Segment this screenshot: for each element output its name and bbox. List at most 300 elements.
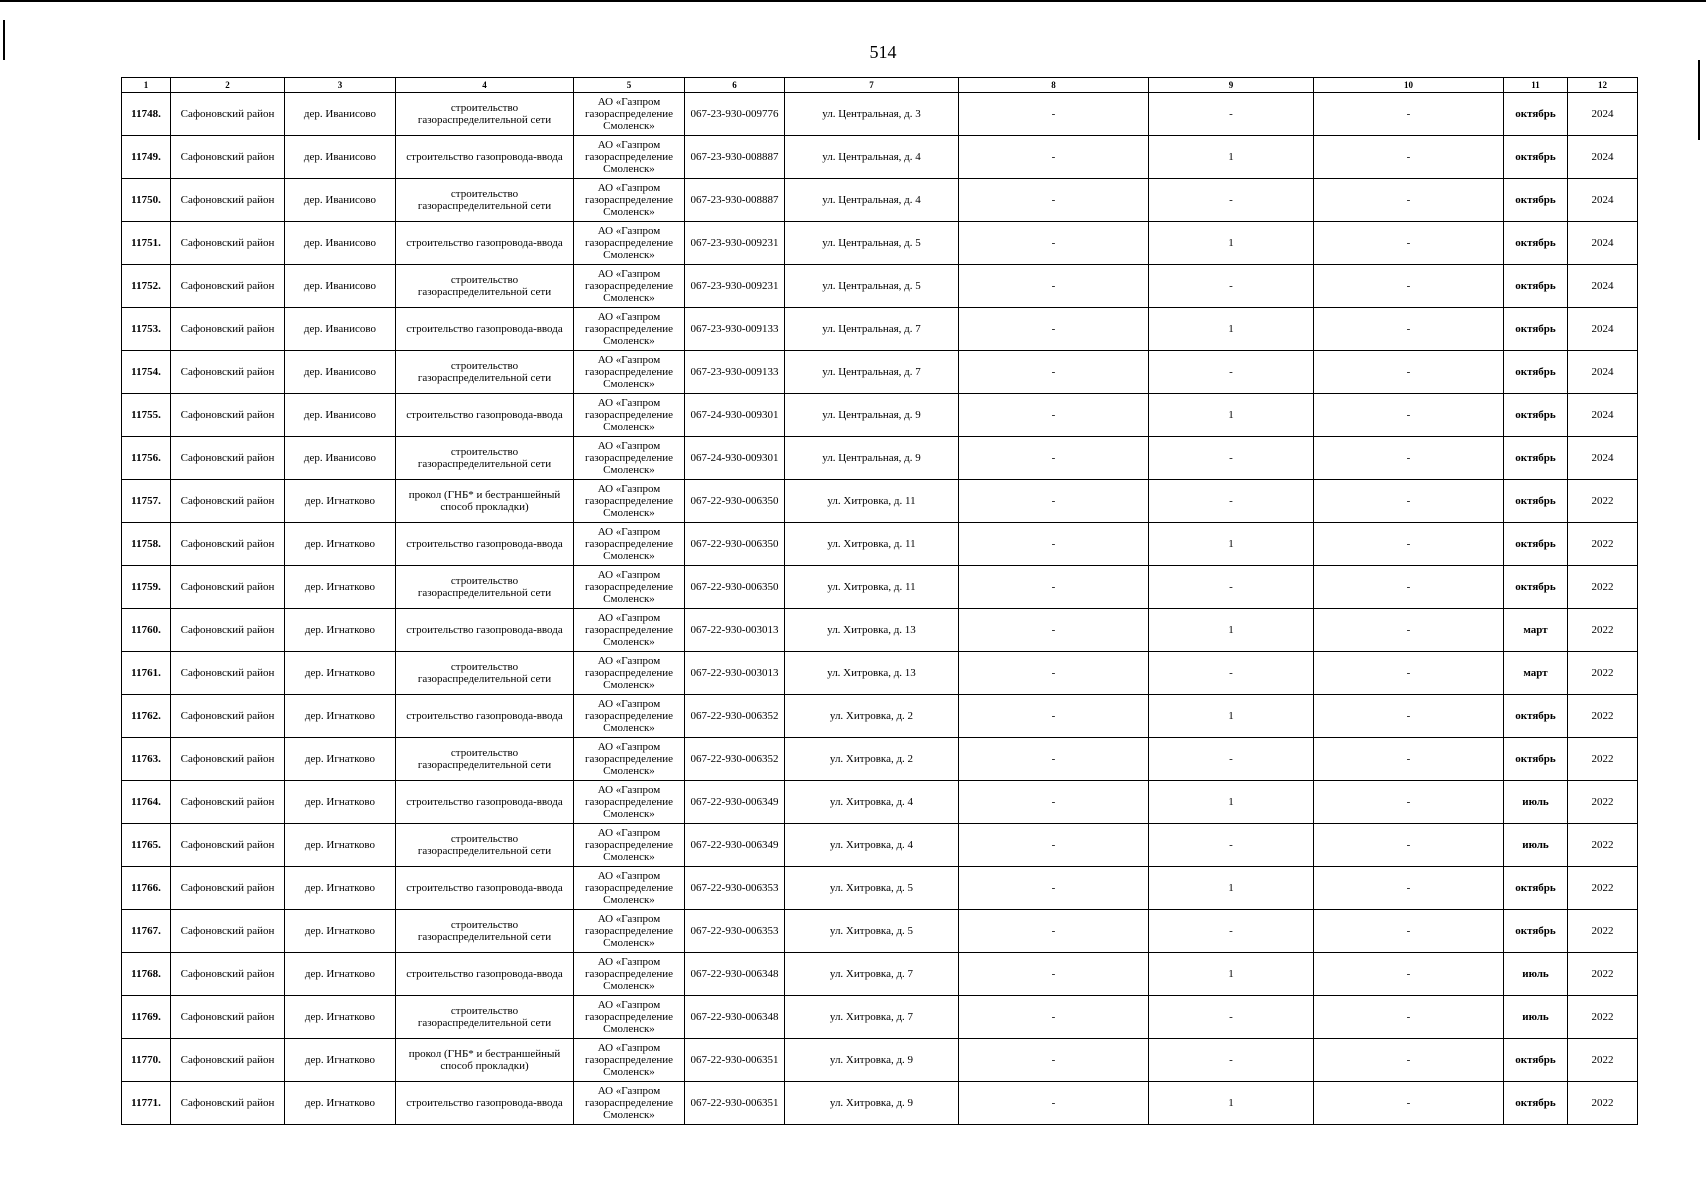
code-cell: 067-22-930-006351 bbox=[685, 1082, 785, 1125]
address-cell: ул. Центральная, д. 5 bbox=[785, 222, 959, 265]
row-number: 11765. bbox=[122, 824, 171, 867]
table-row bbox=[122, 523, 1638, 566]
table-header-row bbox=[122, 78, 1638, 93]
address-cell: ул. Центральная, д. 3 bbox=[785, 93, 959, 136]
organization-cell: АО «Газпром газораспределение Смоленск» bbox=[574, 179, 685, 222]
month-cell: июль bbox=[1504, 953, 1568, 996]
district-cell: Сафоновский район bbox=[171, 265, 285, 308]
column-8-cell: - bbox=[959, 824, 1149, 867]
column-header-10: 10 bbox=[1314, 78, 1504, 93]
row-number: 11766. bbox=[122, 867, 171, 910]
table-row bbox=[122, 394, 1638, 437]
code-cell: 067-22-930-006350 bbox=[685, 566, 785, 609]
row-number: 11762. bbox=[122, 695, 171, 738]
work-type-cell: строительство газопровода-ввода bbox=[396, 136, 574, 179]
column-9-cell: 1 bbox=[1149, 394, 1314, 437]
village-cell: дер. Игнатково bbox=[285, 953, 396, 996]
column-10-cell: - bbox=[1314, 136, 1504, 179]
village-cell: дер. Игнатково bbox=[285, 1039, 396, 1082]
work-type-cell: прокол (ГНБ* и бестраншейный способ прокладки) bbox=[396, 480, 574, 523]
column-8-cell: - bbox=[959, 781, 1149, 824]
organization-cell: АО «Газпром газораспределение Смоленск» bbox=[574, 910, 685, 953]
table-row bbox=[122, 265, 1638, 308]
column-9-cell: - bbox=[1149, 265, 1314, 308]
column-10-cell: - bbox=[1314, 1039, 1504, 1082]
address-cell: ул. Хитровка, д. 2 bbox=[785, 695, 959, 738]
month-cell: октябрь bbox=[1504, 523, 1568, 566]
column-9-cell: 1 bbox=[1149, 136, 1314, 179]
month-cell: октябрь bbox=[1504, 136, 1568, 179]
code-cell: 067-22-930-006349 bbox=[685, 824, 785, 867]
work-type-cell: строительство газораспределительной сети bbox=[396, 566, 574, 609]
column-9-cell: 1 bbox=[1149, 1082, 1314, 1125]
column-8-cell: - bbox=[959, 136, 1149, 179]
district-cell: Сафоновский район bbox=[171, 351, 285, 394]
column-8-cell: - bbox=[959, 652, 1149, 695]
column-10-cell: - bbox=[1314, 953, 1504, 996]
table-row bbox=[122, 179, 1638, 222]
column-8-cell: - bbox=[959, 695, 1149, 738]
table-row bbox=[122, 738, 1638, 781]
village-cell: дер. Игнатково bbox=[285, 566, 396, 609]
work-type-cell: строительство газопровода-ввода bbox=[396, 953, 574, 996]
district-cell: Сафоновский район bbox=[171, 437, 285, 480]
work-type-cell: строительство газопровода-ввода bbox=[396, 222, 574, 265]
organization-cell: АО «Газпром газораспределение Смоленск» bbox=[574, 394, 685, 437]
district-cell: Сафоновский район bbox=[171, 93, 285, 136]
column-10-cell: - bbox=[1314, 867, 1504, 910]
table-row bbox=[122, 136, 1638, 179]
table-row bbox=[122, 996, 1638, 1039]
month-cell: октябрь bbox=[1504, 394, 1568, 437]
code-cell: 067-23-930-009231 bbox=[685, 265, 785, 308]
column-8-cell: - bbox=[959, 910, 1149, 953]
row-number: 11754. bbox=[122, 351, 171, 394]
year-cell: 2022 bbox=[1568, 867, 1638, 910]
organization-cell: АО «Газпром газораспределение Смоленск» bbox=[574, 437, 685, 480]
code-cell: 067-23-930-009133 bbox=[685, 351, 785, 394]
village-cell: дер. Игнатково bbox=[285, 781, 396, 824]
village-cell: дер. Игнатково bbox=[285, 867, 396, 910]
year-cell: 2024 bbox=[1568, 265, 1638, 308]
column-9-cell: 1 bbox=[1149, 222, 1314, 265]
column-8-cell: - bbox=[959, 265, 1149, 308]
table-row bbox=[122, 953, 1638, 996]
column-header-2: 2 bbox=[171, 78, 285, 93]
row-number: 11759. bbox=[122, 566, 171, 609]
column-10-cell: - bbox=[1314, 394, 1504, 437]
table-row bbox=[122, 93, 1638, 136]
work-type-cell: строительство газопровода-ввода bbox=[396, 308, 574, 351]
column-9-cell: - bbox=[1149, 93, 1314, 136]
column-header-8: 8 bbox=[959, 78, 1149, 93]
row-number: 11767. bbox=[122, 910, 171, 953]
table-row bbox=[122, 566, 1638, 609]
table-row bbox=[122, 480, 1638, 523]
code-cell: 067-22-930-003013 bbox=[685, 652, 785, 695]
month-cell: октябрь bbox=[1504, 265, 1568, 308]
code-cell: 067-22-930-003013 bbox=[685, 609, 785, 652]
table-row bbox=[122, 609, 1638, 652]
organization-cell: АО «Газпром газораспределение Смоленск» bbox=[574, 523, 685, 566]
row-number: 11760. bbox=[122, 609, 171, 652]
district-cell: Сафоновский район bbox=[171, 394, 285, 437]
village-cell: дер. Иваниcово bbox=[285, 179, 396, 222]
district-cell: Сафоновский район bbox=[171, 222, 285, 265]
district-cell: Сафоновский район bbox=[171, 867, 285, 910]
column-8-cell: - bbox=[959, 394, 1149, 437]
column-10-cell: - bbox=[1314, 566, 1504, 609]
table-row bbox=[122, 308, 1638, 351]
year-cell: 2024 bbox=[1568, 93, 1638, 136]
month-cell: октябрь bbox=[1504, 222, 1568, 265]
row-number: 11761. bbox=[122, 652, 171, 695]
address-cell: ул. Хитровка, д. 4 bbox=[785, 824, 959, 867]
code-cell: 067-23-930-008887 bbox=[685, 136, 785, 179]
column-header-4: 4 bbox=[396, 78, 574, 93]
address-cell: ул. Хитровка, д. 7 bbox=[785, 996, 959, 1039]
year-cell: 2022 bbox=[1568, 523, 1638, 566]
month-cell: октябрь bbox=[1504, 480, 1568, 523]
column-10-cell: - bbox=[1314, 609, 1504, 652]
district-cell: Сафоновский район bbox=[171, 996, 285, 1039]
address-cell: ул. Хитровка, д. 9 bbox=[785, 1039, 959, 1082]
code-cell: 067-22-930-006353 bbox=[685, 910, 785, 953]
column-9-cell: - bbox=[1149, 179, 1314, 222]
district-cell: Сафоновский район bbox=[171, 953, 285, 996]
year-cell: 2024 bbox=[1568, 179, 1638, 222]
month-cell: март bbox=[1504, 652, 1568, 695]
organization-cell: АО «Газпром газораспределение Смоленск» bbox=[574, 1082, 685, 1125]
village-cell: дер. Иваниcово bbox=[285, 308, 396, 351]
address-cell: ул. Хитровка, д. 5 bbox=[785, 910, 959, 953]
column-9-cell: 1 bbox=[1149, 781, 1314, 824]
row-number: 11757. bbox=[122, 480, 171, 523]
column-8-cell: - bbox=[959, 996, 1149, 1039]
month-cell: март bbox=[1504, 609, 1568, 652]
address-cell: ул. Хитровка, д. 9 bbox=[785, 1082, 959, 1125]
column-9-cell: 1 bbox=[1149, 308, 1314, 351]
column-9-cell: - bbox=[1149, 566, 1314, 609]
column-10-cell: - bbox=[1314, 222, 1504, 265]
year-cell: 2024 bbox=[1568, 136, 1638, 179]
organization-cell: АО «Газпром газораспределение Смоленск» bbox=[574, 953, 685, 996]
district-cell: Сафоновский район bbox=[171, 566, 285, 609]
organization-cell: АО «Газпром газораспределение Смоленск» bbox=[574, 308, 685, 351]
column-9-cell: 1 bbox=[1149, 523, 1314, 566]
work-type-cell: строительство газораспределительной сети bbox=[396, 910, 574, 953]
organization-cell: АО «Газпром газораспределение Смоленск» bbox=[574, 695, 685, 738]
column-10-cell: - bbox=[1314, 652, 1504, 695]
column-8-cell: - bbox=[959, 953, 1149, 996]
column-8-cell: - bbox=[959, 93, 1149, 136]
month-cell: октябрь bbox=[1504, 437, 1568, 480]
organization-cell: АО «Газпром газораспределение Смоленск» bbox=[574, 652, 685, 695]
work-type-cell: прокол (ГНБ* и бестраншейный способ прокладки) bbox=[396, 1039, 574, 1082]
code-cell: 067-22-930-006351 bbox=[685, 1039, 785, 1082]
column-8-cell: - bbox=[959, 179, 1149, 222]
table-row bbox=[122, 824, 1638, 867]
district-cell: Сафоновский район bbox=[171, 652, 285, 695]
work-type-cell: строительство газораспределительной сети bbox=[396, 652, 574, 695]
table-row bbox=[122, 437, 1638, 480]
organization-cell: АО «Газпром газораспределение Смоленск» bbox=[574, 824, 685, 867]
address-cell: ул. Хитровка, д. 11 bbox=[785, 566, 959, 609]
row-number: 11752. bbox=[122, 265, 171, 308]
column-9-cell: - bbox=[1149, 910, 1314, 953]
row-number: 11751. bbox=[122, 222, 171, 265]
organization-cell: АО «Газпром газораспределение Смоленск» bbox=[574, 996, 685, 1039]
month-cell: октябрь bbox=[1504, 93, 1568, 136]
table-row bbox=[122, 222, 1638, 265]
month-cell: октябрь bbox=[1504, 1082, 1568, 1125]
column-8-cell: - bbox=[959, 867, 1149, 910]
month-cell: июль bbox=[1504, 781, 1568, 824]
table-row bbox=[122, 695, 1638, 738]
year-cell: 2022 bbox=[1568, 781, 1638, 824]
organization-cell: АО «Газпром газораспределение Смоленск» bbox=[574, 93, 685, 136]
column-header-3: 3 bbox=[285, 78, 396, 93]
address-cell: ул. Хитровка, д. 7 bbox=[785, 953, 959, 996]
address-cell: ул. Хитровка, д. 2 bbox=[785, 738, 959, 781]
year-cell: 2024 bbox=[1568, 308, 1638, 351]
code-cell: 067-22-930-006350 bbox=[685, 480, 785, 523]
column-header-11: 11 bbox=[1504, 78, 1568, 93]
district-cell: Сафоновский район bbox=[171, 824, 285, 867]
village-cell: дер. Иваниcово bbox=[285, 136, 396, 179]
work-type-cell: строительство газораспределительной сети bbox=[396, 996, 574, 1039]
table-row bbox=[122, 652, 1638, 695]
code-cell: 067-23-930-008887 bbox=[685, 179, 785, 222]
village-cell: дер. Иваниcово bbox=[285, 222, 396, 265]
organization-cell: АО «Газпром газораспределение Смоленск» bbox=[574, 222, 685, 265]
year-cell: 2024 bbox=[1568, 437, 1638, 480]
district-cell: Сафоновский район bbox=[171, 609, 285, 652]
address-cell: ул. Хитровка, д. 11 bbox=[785, 480, 959, 523]
row-number: 11764. bbox=[122, 781, 171, 824]
column-10-cell: - bbox=[1314, 523, 1504, 566]
village-cell: дер. Иваниcово bbox=[285, 394, 396, 437]
district-cell: Сафоновский район bbox=[171, 523, 285, 566]
column-9-cell: - bbox=[1149, 351, 1314, 394]
column-8-cell: - bbox=[959, 1082, 1149, 1125]
column-9-cell: 1 bbox=[1149, 609, 1314, 652]
work-type-cell: строительство газопровода-ввода bbox=[396, 1082, 574, 1125]
row-number: 11749. bbox=[122, 136, 171, 179]
scan-edge-top bbox=[0, 0, 1706, 2]
year-cell: 2022 bbox=[1568, 738, 1638, 781]
column-header-1: 1 bbox=[122, 78, 171, 93]
column-10-cell: - bbox=[1314, 996, 1504, 1039]
month-cell: октябрь bbox=[1504, 910, 1568, 953]
code-cell: 067-24-930-009301 bbox=[685, 394, 785, 437]
column-header-5: 5 bbox=[574, 78, 685, 93]
row-number: 11755. bbox=[122, 394, 171, 437]
organization-cell: АО «Газпром газораспределение Смоленск» bbox=[574, 738, 685, 781]
year-cell: 2022 bbox=[1568, 953, 1638, 996]
year-cell: 2022 bbox=[1568, 1039, 1638, 1082]
column-8-cell: - bbox=[959, 738, 1149, 781]
scan-edge-right bbox=[1698, 60, 1700, 140]
district-cell: Сафоновский район bbox=[171, 738, 285, 781]
month-cell: июль bbox=[1504, 996, 1568, 1039]
organization-cell: АО «Газпром газораспределение Смоленск» bbox=[574, 867, 685, 910]
year-cell: 2022 bbox=[1568, 566, 1638, 609]
table-row bbox=[122, 1082, 1638, 1125]
column-9-cell: - bbox=[1149, 437, 1314, 480]
year-cell: 2024 bbox=[1568, 351, 1638, 394]
column-9-cell: 1 bbox=[1149, 695, 1314, 738]
address-cell: ул. Хитровка, д. 4 bbox=[785, 781, 959, 824]
month-cell: октябрь bbox=[1504, 566, 1568, 609]
column-10-cell: - bbox=[1314, 308, 1504, 351]
column-8-cell: - bbox=[959, 308, 1149, 351]
address-cell: ул. Центральная, д. 9 bbox=[785, 437, 959, 480]
row-number: 11769. bbox=[122, 996, 171, 1039]
district-cell: Сафоновский район bbox=[171, 695, 285, 738]
work-type-cell: строительство газораспределительной сети bbox=[396, 738, 574, 781]
column-8-cell: - bbox=[959, 437, 1149, 480]
district-cell: Сафоновский район bbox=[171, 781, 285, 824]
year-cell: 2022 bbox=[1568, 695, 1638, 738]
column-10-cell: - bbox=[1314, 265, 1504, 308]
column-9-cell: - bbox=[1149, 652, 1314, 695]
column-10-cell: - bbox=[1314, 437, 1504, 480]
work-type-cell: строительство газопровода-ввода bbox=[396, 394, 574, 437]
village-cell: дер. Игнатково bbox=[285, 652, 396, 695]
code-cell: 067-22-930-006352 bbox=[685, 695, 785, 738]
district-cell: Сафоновский район bbox=[171, 179, 285, 222]
month-cell: октябрь bbox=[1504, 1039, 1568, 1082]
table-row bbox=[122, 910, 1638, 953]
column-10-cell: - bbox=[1314, 351, 1504, 394]
address-cell: ул. Центральная, д. 7 bbox=[785, 351, 959, 394]
column-header-6: 6 bbox=[685, 78, 785, 93]
column-10-cell: - bbox=[1314, 695, 1504, 738]
table-row bbox=[122, 781, 1638, 824]
column-header-7: 7 bbox=[785, 78, 959, 93]
month-cell: октябрь bbox=[1504, 738, 1568, 781]
village-cell: дер. Игнатково bbox=[285, 1082, 396, 1125]
column-9-cell: 1 bbox=[1149, 953, 1314, 996]
column-header-9: 9 bbox=[1149, 78, 1314, 93]
table-row bbox=[122, 867, 1638, 910]
column-8-cell: - bbox=[959, 609, 1149, 652]
work-type-cell: строительство газопровода-ввода bbox=[396, 781, 574, 824]
year-cell: 2022 bbox=[1568, 652, 1638, 695]
village-cell: дер. Игнатково bbox=[285, 695, 396, 738]
work-type-cell: строительство газораспределительной сети bbox=[396, 93, 574, 136]
work-type-cell: строительство газопровода-ввода bbox=[396, 523, 574, 566]
year-cell: 2022 bbox=[1568, 1082, 1638, 1125]
year-cell: 2024 bbox=[1568, 222, 1638, 265]
row-number: 11768. bbox=[122, 953, 171, 996]
work-type-cell: строительство газораспределительной сети bbox=[396, 179, 574, 222]
column-8-cell: - bbox=[959, 351, 1149, 394]
year-cell: 2022 bbox=[1568, 480, 1638, 523]
column-9-cell: - bbox=[1149, 824, 1314, 867]
work-type-cell: строительство газопровода-ввода bbox=[396, 867, 574, 910]
year-cell: 2022 bbox=[1568, 609, 1638, 652]
year-cell: 2022 bbox=[1568, 824, 1638, 867]
work-type-cell: строительство газораспределительной сети bbox=[396, 265, 574, 308]
column-8-cell: - bbox=[959, 523, 1149, 566]
work-type-cell: строительство газораспределительной сети bbox=[396, 437, 574, 480]
year-cell: 2022 bbox=[1568, 996, 1638, 1039]
row-number: 11770. bbox=[122, 1039, 171, 1082]
column-10-cell: - bbox=[1314, 1082, 1504, 1125]
column-8-cell: - bbox=[959, 566, 1149, 609]
district-cell: Сафоновский район bbox=[171, 1039, 285, 1082]
address-cell: ул. Центральная, д. 4 bbox=[785, 136, 959, 179]
month-cell: октябрь bbox=[1504, 867, 1568, 910]
district-cell: Сафоновский район bbox=[171, 136, 285, 179]
column-10-cell: - bbox=[1314, 480, 1504, 523]
village-cell: дер. Иваниcово bbox=[285, 93, 396, 136]
column-8-cell: - bbox=[959, 1039, 1149, 1082]
page-number: 514 bbox=[869, 42, 897, 62]
month-cell: июль bbox=[1504, 824, 1568, 867]
month-cell: октябрь bbox=[1504, 695, 1568, 738]
column-9-cell: 1 bbox=[1149, 867, 1314, 910]
column-10-cell: - bbox=[1314, 781, 1504, 824]
row-number: 11753. bbox=[122, 308, 171, 351]
row-number: 11750. bbox=[122, 179, 171, 222]
row-number: 11756. bbox=[122, 437, 171, 480]
organization-cell: АО «Газпром газораспределение Смоленск» bbox=[574, 265, 685, 308]
row-number: 11748. bbox=[122, 93, 171, 136]
code-cell: 067-22-930-006353 bbox=[685, 867, 785, 910]
organization-cell: АО «Газпром газораспределение Смоленск» bbox=[574, 781, 685, 824]
code-cell: 067-23-930-009133 bbox=[685, 308, 785, 351]
address-cell: ул. Хитровка, д. 13 bbox=[785, 609, 959, 652]
address-cell: ул. Хитровка, д. 13 bbox=[785, 652, 959, 695]
district-cell: Сафоновский район bbox=[171, 308, 285, 351]
code-cell: 067-22-930-006352 bbox=[685, 738, 785, 781]
column-10-cell: - bbox=[1314, 93, 1504, 136]
table-row bbox=[122, 351, 1638, 394]
address-cell: ул. Центральная, д. 9 bbox=[785, 394, 959, 437]
code-cell: 067-22-930-006348 bbox=[685, 953, 785, 996]
address-cell: ул. Центральная, д. 5 bbox=[785, 265, 959, 308]
village-cell: дер. Игнатково bbox=[285, 523, 396, 566]
address-cell: ул. Хитровка, д. 5 bbox=[785, 867, 959, 910]
address-cell: ул. Центральная, д. 7 bbox=[785, 308, 959, 351]
village-cell: дер. Иваниcово bbox=[285, 351, 396, 394]
records-table bbox=[121, 77, 1638, 1125]
table-row bbox=[122, 1039, 1638, 1082]
column-9-cell: - bbox=[1149, 996, 1314, 1039]
district-cell: Сафоновский район bbox=[171, 480, 285, 523]
column-10-cell: - bbox=[1314, 824, 1504, 867]
month-cell: октябрь bbox=[1504, 179, 1568, 222]
code-cell: 067-23-930-009776 bbox=[685, 93, 785, 136]
column-header-12: 12 bbox=[1568, 78, 1638, 93]
column-10-cell: - bbox=[1314, 179, 1504, 222]
row-number: 11763. bbox=[122, 738, 171, 781]
village-cell: дер. Иваниcово bbox=[285, 437, 396, 480]
column-10-cell: - bbox=[1314, 910, 1504, 953]
organization-cell: АО «Газпром газораспределение Смоленск» bbox=[574, 351, 685, 394]
address-cell: ул. Хитровка, д. 11 bbox=[785, 523, 959, 566]
village-cell: дер. Игнатково bbox=[285, 996, 396, 1039]
code-cell: 067-24-930-009301 bbox=[685, 437, 785, 480]
address-cell: ул. Центральная, д. 4 bbox=[785, 179, 959, 222]
year-cell: 2024 bbox=[1568, 394, 1638, 437]
code-cell: 067-22-930-006348 bbox=[685, 996, 785, 1039]
organization-cell: АО «Газпром газораспределение Смоленск» bbox=[574, 609, 685, 652]
work-type-cell: строительство газопровода-ввода bbox=[396, 695, 574, 738]
